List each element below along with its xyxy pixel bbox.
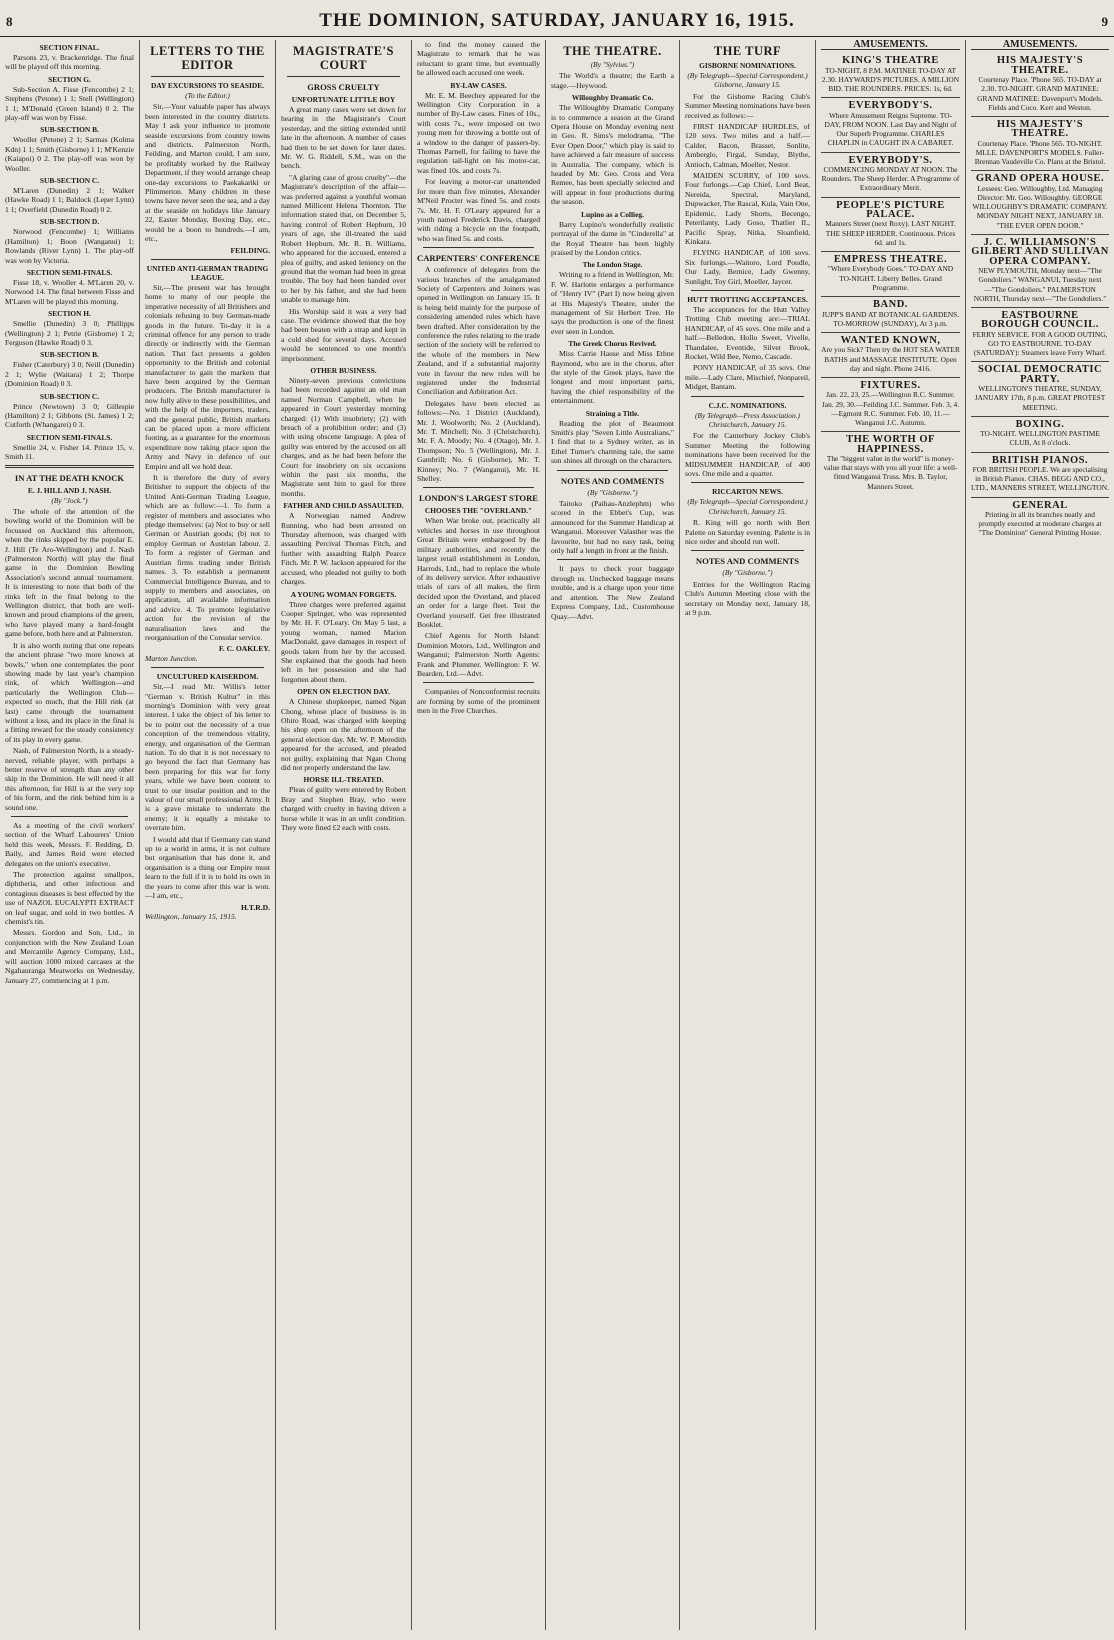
advertisement (971, 53, 1109, 117)
advertisement (971, 453, 1109, 498)
article-headline: NOTES AND COMMENTS (560, 475, 665, 486)
article-paragraph: "A glaring case of gross cruelty"—the Magistrate's description of the affair—was preferred against a youthful woman named Millicent Helena Thornton. The information stated that, on December 5, having control of Robert Hepburn, 10 years of age, she ill-treated the said Robert Hepburn. Mr. R. B. Williams, who appeared for the accused, entered a plea of guilty, and asked leniency on the ground that the woman had been in great trouble. The boy had been handed over to her by his father, and she had been unable to manage him. (281, 172, 406, 305)
section-text: Fisher (Caterbury) 3 0; Neill (Dunedin) 2 1; Wylie (Waitara) 1 2; Thorpe (Dominion Road) 0 3. (5, 360, 134, 389)
article-subhead: FATHER AND CHILD ASSAULTED. (283, 501, 404, 511)
divider (691, 396, 804, 397)
article-subhead: GISBORNE NOMINATIONS. (699, 61, 796, 70)
article-headline: GROSS CRUELTY (307, 82, 380, 92)
ad-heading: WANTED KNOWN, (840, 334, 941, 346)
article-subhead: BY-LAW CASES. (450, 80, 507, 90)
ad-heading: EASTBOURNE BOROUGH COUNCIL. (981, 309, 1099, 331)
advertisement (821, 98, 960, 152)
section-text: Wooller (Petone) 2 1; Sarmas (Kolma Kdn) 1 1; Smith (Gisborne) 1 1; M'Kenzie (Kaiapoi) 0 2. The play-off was won by Wooller. (5, 135, 134, 173)
article-paragraph: Delegates have been elected as follows:—No. 1 District (Auckland), Mr. J. Woolworth; No. 2 (Auckland), Mr. T. Mitchell; No. 3 (Christchurch), Mr. F. A. Moody; No. 4 (Otago), Mr. J. Thompson; No. 5 (Wellington), Mr. J. Gambrill; No. 6 (Gisborne), Mr. T. Kinney; No. 7 (Wanganui), Mr. H. Shelley. (417, 398, 540, 484)
article-subhead: The London Stage. (582, 260, 643, 270)
article-paragraph: When War broke out, practically all vehicles and horses in use throughout Great Britain were embargoed by the military authorities, and recently the largest retail establishment in London, Harrods, Ltd., had to replace the whole of its delivery service. After exhaustive trials of cars of all makes, the firm decided upon the Overland, and placed an order for a large fleet. Test the Overland yourself. Get free illustrated Booklet. (417, 516, 540, 629)
section-title-amusements: AMUSEMENTS. (821, 40, 960, 50)
article-paragraph: Ninety-seven previous convictions had been recorded against an old man named Norman Campbell, when he appeared in Court yesterday morning charged: (1) With insobriety; (2) with breach of a prohibition order; and (3) with using obscene language. A plea of guilty was entered by the accused on all charges, and as he had been before the Court for insobriety on six occasions within the past six months, the Magistrate sent him to gaol for three months. (281, 375, 406, 498)
article-subhead: The Greek Chorus Revived. (568, 339, 657, 349)
section-text: Smellie 24, v. Fisher 14. Prince 15, v. Smith 11. (5, 442, 134, 462)
ad-heading: GRAND OPERA HOUSE. (975, 173, 1105, 185)
article-headline: NOTES AND COMMENTS (695, 556, 800, 567)
article-paragraph: For the Gisborne Racing Club's Summer Meeting nominations have been received as follows:— (685, 91, 810, 120)
letter-signature: F. C. OAKLEY. (218, 644, 270, 654)
ad-heading: EVERYBODY'S. (848, 154, 933, 166)
divider (423, 247, 534, 248)
section-title-court: MAGISTRATE'S COURT (293, 44, 394, 72)
article-headline: CARPENTERS' CONFERENCE (417, 253, 540, 264)
section-heading: SUB-SECTION C. (39, 391, 100, 401)
advertisement (821, 252, 960, 297)
ad-text: Manners Street (next Roxy). LAST NIGHT. THE SHEEP HERDER. Continuous. Prices 6d. and 1s. (825, 219, 956, 247)
article-paragraph: A conference of delegates from the various branches of the amalgamated Society of Carpenters and Joiners was opened in Wellington on January 15. It is being held mainly for the purpose of considering amended rules which have been drafted. After consideration by the conference the rules relating to the trade section of the society will be referred to the whole of the members in New Zealand, and if a substantial majority vote in favour the new rules will be registered under the Industrial Conciliation and Arbitration Act. (417, 265, 540, 397)
section-heading: SUB-SECTION C. (39, 176, 100, 186)
page-number-right: 9 (1101, 14, 1108, 29)
advertisement (971, 171, 1109, 234)
article-paragraph: For the Canterbury Jockey Club's Summer Meeting the following nominations have been received for the MIDSUMMER HANDICAP, of 400 sovs. One mile and a quarter. (685, 431, 810, 479)
ad-heading: KING'S THEATRE (842, 55, 939, 67)
page-number-left: 8 (6, 14, 13, 29)
letter-body: Sir,—I read Mr. Willis's letter "German v. British Kultur" in this morning's Dominion with very great interest. I take the object of his letter to be to point out the necessity of a true conception of the tremendous vitality, energy, and organisation of the German nation. To do that it is not necessary to go beyond the fact that Germany has been preparing for this war for forty years, while we have been content to trust to our insular position and to the valour of our small professional Army. It is a grave mistake to underrate the enemy; it is equally a mistake to overrate him. (145, 682, 270, 833)
column-turf (680, 40, 816, 1630)
article-paragraph: PONY HANDICAP, of 35 sovs. One mile.—Lady Clare, Mischief, Nonpareil, Midget, Bantam. (685, 363, 810, 392)
article-subhead: OTHER BUSINESS. (310, 365, 377, 375)
section-text: Smellie (Dunedin) 3 0; Phillipps (Wellington) 2 1; Petrie (Gisborne) 1 2; Ferguson (Hawke Road) 0 3. (5, 319, 134, 347)
letter-body: I would add that if Germany can stand up to a world in arms, it is not culture but organisation that has done it, and organisation is a thing our Empire must learn to the full if it is to hold its own in the years to come after this war is won.—I am, etc., (145, 834, 270, 901)
ad-text: TO-NIGHT. WELLINGTON PASTIME CLUB, At 8 o'clock. (980, 429, 1100, 448)
section-text: Fisse 18, v. Wooller 4. M'Laren 20, v. Norwood 14. The final between Fisse and M'Laren will be played this morning. (5, 277, 134, 306)
advertisement (821, 333, 960, 378)
ad-text: Courtenay Place. 'Phone 565. TO-NIGHT. MLLE. DAVENPORT'S MODELS. Fuller-Brennan Vaudeville Co. Plans at the Bristol. (974, 138, 1106, 167)
article-byline: (By Telegraph—Press Association.) Christchurch, January 15. (694, 410, 801, 429)
column-theatre (546, 40, 680, 1630)
article-subhead: Willoughby Dramatic Co. (571, 93, 654, 103)
section-text: Parsons 23, v. Brackenridge. The final will be played off this morning. (5, 53, 134, 72)
section-heading: SECTION H. (48, 309, 91, 319)
letter-body: It is therefore the duty of every Britisher to support the objects of the United Anti-German Trading League, which are as follow:—1. To form a register of members and associates who pledge themselves: (a) Not to buy or sell German or Austrian goods; (b) not to employ German or Austrian labour. 2. To form a register of German and Austrian firms trading under British names. 3. To establish a permanent Commercial Intelligence Bureau, and to supply to members and associates, on application, all available information and advice. 4. To promote legislative action for the revision of the naturalisation laws and the reorganisation of the Consular service. (145, 473, 270, 642)
divider (691, 290, 804, 291)
ad-text: TO-NIGHT, 8 P.M. MATINEE TO-DAY AT 2.30. HAYWARD'S PICTURES. A MILLION BID. THE ROUNDERS. PRICES: 1s, 6d. (821, 65, 960, 94)
letter-to: (To the Editor.) (185, 91, 230, 100)
ad-heading: EVERYBODY'S. (848, 100, 933, 112)
article-byline: (By Telegraph—Special Correspondent.) Gisborne, January 15. (687, 71, 808, 90)
section-text: Norwood (Fencombe) 1; Williams (Hamilton) 1; Boon (Wanganui) 1; Rowlands (River Lynn) 1. The play-off was won by Victoria. (5, 227, 134, 265)
ad-heading: EMPRESS THEATRE. (833, 254, 948, 266)
article-paragraph: Nash, of Palmerston North, is a steady-nerved, reliable player, with perhaps a better reserve of strength than any other skip in the Dominion. He will need it all this afternoon, for Hill is at the very top of his form, and the rink behind him is a sound one. (5, 746, 134, 812)
article-paragraph: Pleas of guilty were entered by Robert Bray and Stephen Bray, who were charged with cruelty in having driven a horse while it was in an unfit condition. They were fined £2 each with costs. (281, 785, 406, 833)
article-paragraph: For leaving a motor-car unattended for more than five minutes, Alexander M'Neil Procter was fined 5s. and costs 7s. Mr. H. F. O'Leary appeared for a youth named Frederick Davis, charged with riding a bicycle on the footpath, who was fined 5s. and costs. (417, 177, 540, 243)
ad-heading: SOCIAL DEMOCRATIC PARTY. (977, 364, 1103, 385)
advertisement (821, 53, 960, 98)
section-title-turf: THE TURF (713, 44, 782, 58)
advertisement (821, 297, 960, 333)
article-paragraph: His Worship said it was a very bad case. The evidence showed that the boy had been beaten with a strap and kept in a cold shed for several days. Accused would be sentenced to one month's imprisonment. (281, 306, 406, 363)
letter-title: DAY EXCURSIONS TO SEASIDE. (151, 81, 264, 90)
section-heading: SECTION FINAL. (39, 43, 100, 52)
divider (5, 465, 134, 468)
article-paragraph: Messrs. Gordon and Son, Ltd., in conjunction with the New Zealand Loan and Mercantile Agency Company, Ltd., will auction 1000 mixed carcases at the Ngahauranga Meatworks on Wednesday, January 27, commencing at 1 p.m. (5, 928, 134, 985)
article-paragraph: to find the money caused the Magistrate to remark that he was reluctant to grant time, but eventually he allowed each accused one week. (417, 40, 540, 78)
article-paragraph: Barry Lupino's wonderfully realistic portrayal of the dame in "Cinderella" at the Royal Theatre has been highly praised by the London critics. (551, 219, 674, 257)
ad-heading: FIXTURES. (860, 379, 921, 391)
article-subhead: HORSE ILL-TREATED. (303, 775, 384, 785)
article-paragraph: FIRST HANDICAP HURDLES, of 120 sovs. Two miles and a half.—Calder, Bacon, Brasset, Sonlite, Amberglo, Firgal, Sunday, Blythe, Antioch, Calman, Moeller, Nestor. (685, 122, 810, 169)
divider (287, 76, 400, 77)
ad-heading: PEOPLE'S PICTURE PALACE. (836, 199, 945, 221)
article-paragraph: The acceptances for the Hutt Valley Trotting Club meeting are:—TRIAL HANDICAP, of 45 sovs. One mile and a half.—Belledon, Hollo Sweet, Vivelle, Thandalee, Eventide, Silver Brook, Rocket, Wild Bee, Nemo, Cascade. (685, 304, 810, 361)
article-headline: IN AT THE DEATH KNOCK (14, 472, 125, 483)
article-paragraph: Taitoko (Paihau-Anzlephm) who scored in the Ebbet's Cup, was announced for the Summer Handicap at Wanganui. Moreover Valasther was the favourite, but had no easy task, being only half a length in front at the finish. (551, 499, 674, 556)
article-paragraph: A Chinese shopkeeper, named Ngan Chong, whose place of business is in Ohiro Road, was charged with keeping his shop open on the afternoon of the general election day. Mr. W. P. Meredith appeared for the accused, and pleaded not guilty, explaining that Ngan Chong did not properly understand the law. (281, 697, 406, 772)
section-heading: SUB-SECTION B. (40, 125, 99, 135)
article-paragraph: The World's a theatre; the Earth a stage.—Heywood. (551, 71, 674, 90)
article-paragraph: Reading the plot of Beaumont Smith's play "Seven Little Australians," I find that to a Sydney writer, as in Ethel Turner's charming tale, the same sun shines all through on the characters. (551, 418, 674, 466)
advertisement (971, 498, 1109, 542)
ad-heading: THE WORTH OF HAPPINESS. (846, 434, 935, 455)
section-heading: SECTION G. (48, 74, 91, 84)
divider (557, 470, 668, 471)
section-title-theatre: THE THEATRE. (563, 44, 662, 58)
article-subhead: Straining a Title. (585, 408, 640, 418)
article-subhead: OPEN ON ELECTION DAY. (297, 687, 390, 697)
column-magistrates-court (276, 40, 412, 1630)
letter-place: Marton Junction. (145, 653, 198, 663)
article-paragraph: Writing to a friend in Wellington, Mr. F. W. Harlotte enlarges a performance of "Henry IV" (Part I) now being given at His Majesty's Theatre, under the management of Sir Herbert Tree. He says the production is one of the finest ever seen in London. (551, 270, 674, 336)
article-subhead: A YOUNG WOMAN FORGETS. (290, 589, 397, 599)
article-subhead: HUTT TROTTING ACCEPTANCES. (687, 294, 808, 304)
column-bowls-results (0, 40, 140, 1630)
letter-body: Sir,—The present war has brought home to many of our people the imperative necessity of all Britishers and colonials refusing to buy German-made goods in the future. To-day it is a criminal offence for any person to trade directly or indirectly with the German nation. That fact presents a golden opportunity to the British and colonial manufacturer to gain the markets that have been acquired by the German producers. The British manufacturer is now fully alive to these possibilities, and with the help of the importers, traders, and the general public, British markets can be placed upon a more efficient footing, as a guarantee for the enormous expenditure now taking place upon the Army and Navy in defence of our Empire and all we hold dear. (145, 282, 270, 471)
article-paragraph: FLYING HANDICAP, of 100 sovs. Six furlongs.—Waitoro, Lord Poudle, Our Lady, Bernice, Lady Gwenny, Sunlight, Toy Girl, Moeller, Jaycer. (685, 248, 810, 286)
article-subhead: C.J.C. NOMINATIONS. (708, 400, 787, 410)
ad-heading: J. C. WILLIAMSON'S GILBERT AND SULLIVAN OPERA COMPANY. (971, 236, 1109, 267)
masthead-title: THE DOMINION, SATURDAY, JANUARY 16, 1915. (319, 10, 795, 31)
article-paragraph: Chief Agents for North Island: Dominion Motors, Ltd., Wellington and Wanganui; Palmerston North Agents: Frank and Plummer. Wellington: F. W. Bearden, Ltd.—Advt. (417, 631, 540, 678)
ad-text: Are you Sick? Then try the HOT SEA WATER BATHS and MASSAGE INSTITUTE. Open day and night. Phone 2416. (821, 345, 960, 373)
ad-text: FOR BRITISH PEOPLE. We are specialising in British Pianos. CHAS. BEGG AND CO., LTD., MANNERS STREET, WELLINGTON. (971, 464, 1109, 493)
advertisement (821, 378, 960, 432)
ad-text: COMMENCING MONDAY AT NOON. The Rounders. The Sheep Herder. A Programme of Extraordinary Merit. (821, 165, 960, 193)
article-paragraph: Three charges were preferred against Cooper Springer, who was represented by Mr. H. F. O'Leary. On May 5 last, a young woman, named Marion MacDonald, gave damages in respect of goods taken from her by the accused. She explained that the goods had been left in her possession and she had forgotten about them. (281, 599, 406, 684)
ad-heading: BAND. (873, 299, 908, 311)
section-heading: SUB-SECTION B. (40, 350, 99, 360)
article-paragraph: The Willoughby Dramatic Company is to commence a season at the Grand Opera House on Monday evening next in Geo. R. Sims's melodrama, "The Ever Open Door," which play is said to have achieved a fair measure of success in Australia. The company, which is headed by Mr. Geo. Cross and Vera Remee, has been specially selected and will appear in four productions during the season. (551, 103, 674, 207)
ad-text: WELLINGTON'S THEATRE, SUNDAY, JANUARY 17th, 8 p.m. GREAT PROTEST MEETING. (974, 384, 1106, 412)
ad-heading: BOXING. (1015, 418, 1065, 430)
article-byline: (By "Gisborne.") (722, 568, 773, 578)
advertisement (821, 198, 960, 252)
column-amusements-1 (816, 40, 966, 1630)
article-paragraph: It is also worth noting that one repeats the ancient phrase "two more knows at bowls," when one contemplates the poor showing made by last year's champion rink, of which Wellington—and particularly the Wellington Club—expected so much, that the Hill rink (at last) came through the tournament without a loss, and its place in the final is a fitting reward for the steady consistency of its play in every game. (5, 640, 134, 744)
section-heading: SECTION SEMI-FINALS. (26, 432, 113, 442)
ad-heading: BRITISH PIANOS. (991, 454, 1089, 466)
section-text: M'Laren (Dunedin) 2 1; Walker (Hawke Road) 1 1; Baldock (Leper Lynn) 1 1; Overfield (Dunedin Road) 0 2. (5, 186, 134, 214)
divider (151, 667, 264, 668)
divider (557, 559, 668, 560)
advertisement (971, 417, 1109, 453)
letter-signature: FEILDING. (230, 245, 270, 255)
article-paragraph: The protection against smallpox, diphtheria, and other infectious and contagious diseases is best effected by the use of NAZOL EUCALYPTI EXTRACT on leaf sugar, and sold in two bottles. A chemist's tin. (5, 870, 134, 927)
ad-text: Lessees: Geo. Willoughby, Ltd. Managing Director: Mr. Geo. Willoughby. GEORGE WILLOUGHBY'S DRAMATIC COMPANY. MONDAY NIGHT NEXT, JANUARY 18. "THE EVER OPEN DOOR." (972, 183, 1108, 230)
ad-text: Jan. 22, 23, 25.—Wellington R.C. Summer. Jan. 29, 30.—Feilding J.C. Summer. Feb. 3, 4.—Egmont R.C. Summer. Feb. 10, 11.—Wanganui J.C. Autumn. (821, 390, 960, 427)
letter-title: UNCULTURED KAISERDOM. (156, 672, 259, 682)
section-text: Sub-Section A. Fisse (Fencombe) 2 1; Stephens (Petone) 1 1; Stell (Wellington) 1 1; M'Donald (Green Island) 0 2. The play-off was won by Fisse. (5, 84, 134, 123)
advertisement (971, 362, 1109, 416)
section-text: Prince (Newtown) 3 0; Gillespie (Hamilton) 2 1; Gibbons (St. James) 1 2; Cutforth (Whangarei) 0 3. (5, 401, 134, 430)
article-paragraph: The whole of the attention of the bowling world of the Dominion will be focussed on Auckland this afternoon, when the rinks skipped by the popular E. J. Hill (Te Aro-Wellington) and J. Nash (Palmerston North) will play the final game in the Dominion Bowling Association's second annual tournament. It is interesting to note that both of the rinks left in the final belong to the Wellington district, that both are well-known and proud champions of the green, who have played many a hard-fought game before, both here and at Palmerston. (5, 507, 134, 639)
article-subhead: CHOOSES THE "OVERLAND." (424, 506, 533, 516)
ad-text: NEW PLYMOUTH, Monday next—"The Gondoliers." WANGANUI, Tuesday next—"The Gondoliers." PALMERSTON NORTH, Thursday next—"The Gondoliers." (973, 266, 1107, 303)
article-paragraph: As a meeting of the civil workers' section of the Wharf Labourers' Union held this week, Messrs. F. Redding, D. Baily, and James Reid were elected delegates on the union's executive. (5, 821, 134, 868)
ad-text: Where Amusement Reigns Supreme. TO-DAY, FROM NOON. Last Day and Night of Our Superb Programme. CHARLES CHAPLIN in CAUGHT IN A CABARET. (824, 110, 957, 148)
advertisement (821, 153, 960, 198)
advertisement (971, 235, 1109, 308)
section-title-letters: LETTERS TO THE EDITOR (150, 44, 265, 72)
article-byline: (By Telegraph—Special Correspondent.) Christchurch, January 15. (687, 497, 808, 516)
advertisement (971, 117, 1109, 171)
divider (423, 682, 534, 683)
article-subhead: Lupino as a Collieg. (581, 209, 644, 219)
article-subhead: RICCARTON NEWS. (712, 487, 783, 497)
ad-text: "Where Everybody Goes." TO-DAY AND TO-NIGHT. Liberty Belles. Grand Programme. (827, 264, 954, 292)
article-paragraph: A Norwegian named Andrew Running, who had been arrested on Thursday afternoon, was charged with assaulting Percival Thomas Fitch, and further with assaulting Ralph Pearce Fitch. Mr. P. W. Jackson appeared for the accused, who pleaded not guilty to both charges. (281, 511, 406, 587)
ad-heading: HIS MAJESTY'S THEATRE. (996, 119, 1084, 140)
article-paragraph: Entries for the Wellington Racing Club's Autumn Meeting close with the secretary on Monday next, January 18, at 9 p.m. (685, 579, 810, 618)
section-heading: SUB-SECTION D. (39, 217, 100, 227)
article-paragraph: Mr. E. M. Beechey appeared for the Wellington City Corporation in a number of By-Law cases. Fines of 10s., with costs 7s., were imposed on two young men for throwing a bottle out of a window to the danger of passers-by. Thomas Parnell, for failing to have the regulation tail-light on his motor-car, was fined 10s. and costs 7s. (417, 90, 540, 175)
article-paragraph: MAIDEN SCURRY, of 100 sovs. Four furlongs.—Cap Chief, Lord Beat, Nereida, Spectral, Maryland, Dupwacker, The Rascal, Kula, Vain One, Epidemic, Lady Shorts, Becengo, Peterilanty, Lady Goso, Thatlier II., Pacific Spray, Nitka, Sloanfield, Kinkara. (685, 171, 810, 246)
advertisement (971, 308, 1109, 362)
ad-text: Printing in all its branches neatly and promptly executed at moderate charges at "The Dominion" General Printing House. (978, 509, 1102, 538)
article-paragraph: A great many cases were set down for hearing in the Magistrate's Court yesterday, and the sitting extended until late in the afternoon. A number of cases had then to be set down for later dates. Mr. W. G. Riddell, S.M., was on the bench. (281, 105, 406, 171)
article-subhead: UNFORTUNATE LITTLE BOY (291, 95, 396, 104)
letter-body: Sir,—Your valuable paper has always been interested in the country districts. May I ask your influence to promote seaside excursions from country towns and districts. Palmerston North, Feilding, and Marton could, I am sure, be profitably worked by the Railway Department, if they would arrange cheap one-day excursions to Paekakariki or Plimmerton. Many children in these towns have never seen the sea, and a day at the seaside on holidays like January 22, Easter Monday, Boxing Day, etc., would be a boon to hundreds.—I am, etc., (145, 102, 270, 244)
article-byline: (By "Gisborne.") (587, 487, 638, 497)
ad-heading: HIS MAJESTY'S THEATRE. (996, 55, 1084, 76)
divider (11, 816, 128, 817)
column-court-continued (412, 40, 546, 1630)
divider (151, 76, 264, 77)
letter-title: UNITED ANTI-GERMAN TRADING LEAGUE. (146, 263, 269, 282)
section-title-amusements: AMUSEMENTS. (971, 40, 1109, 50)
section-heading: SECTION SEMI-FINALS. (26, 267, 113, 277)
ad-text: FERRY SERVICE. FOR A GOOD OUTING, GO TO EASTBOURNE. TO-DAY (SATURDAY): Steamers leave Ferry Wharf. (972, 329, 1108, 358)
advertisement (821, 432, 960, 495)
article-paragraph: It pays to check your baggage through us. Unchecked baggage means trouble, and is a charge upon your time and attention. The New Zealand Express Company, Ltd., Customhouse Quay.—Advt. (551, 564, 674, 621)
ad-text: JUPP'S BAND AT BOTANICAL GARDENS. TO-MORROW (SUNDAY), At 3 p.m. (821, 309, 960, 328)
article-subhead: E. J. HILL AND J. NASH. (27, 485, 112, 495)
divider (151, 259, 264, 260)
article-byline: (By "Sylvius.") (590, 60, 635, 69)
masthead (0, 6, 1114, 37)
article-paragraph: R. King will go north with Bert Palette on Saturday evening. Palette is in nice order and should run well. (685, 518, 810, 547)
column-letters (140, 40, 276, 1630)
divider (691, 550, 804, 551)
divider (691, 482, 804, 483)
article-paragraph: Miss Carrie Hause and Miss Ethne Raymond, who are in the chorus, after the style of the Greek plays, have the longest and most important parts, having the chief responsibility of the entertainment. (551, 349, 674, 406)
letter-place: Wellington, January 15, 1915. (145, 911, 237, 921)
ad-heading: GENERAL (1012, 499, 1068, 511)
ad-text: Courtenay Place. 'Phone 565. TO-DAY at 2.30. TO-NIGHT. GRAND MATINEE: GRAND MATINEE: Davenport's Models. Fields and Coco. Kerr and Weston. (977, 75, 1103, 112)
divider (423, 487, 534, 488)
article-headline: LONDON'S LARGEST STORE (418, 493, 539, 504)
article-byline: (By "Jock.") (51, 495, 88, 505)
column-amusements-2 (966, 40, 1114, 1630)
ad-text: The "biggest value in the world" is money-value that stays with you all your life: a well-fitted Wanganui Truss. Mrs. B. Taylor, Manners Street. (823, 453, 958, 491)
article-paragraph: Companies of Nonconformist recruits are forming by some of the prominent men in the Free Churches. (417, 687, 540, 716)
letter-signature: H.T.R.D. (241, 902, 270, 912)
